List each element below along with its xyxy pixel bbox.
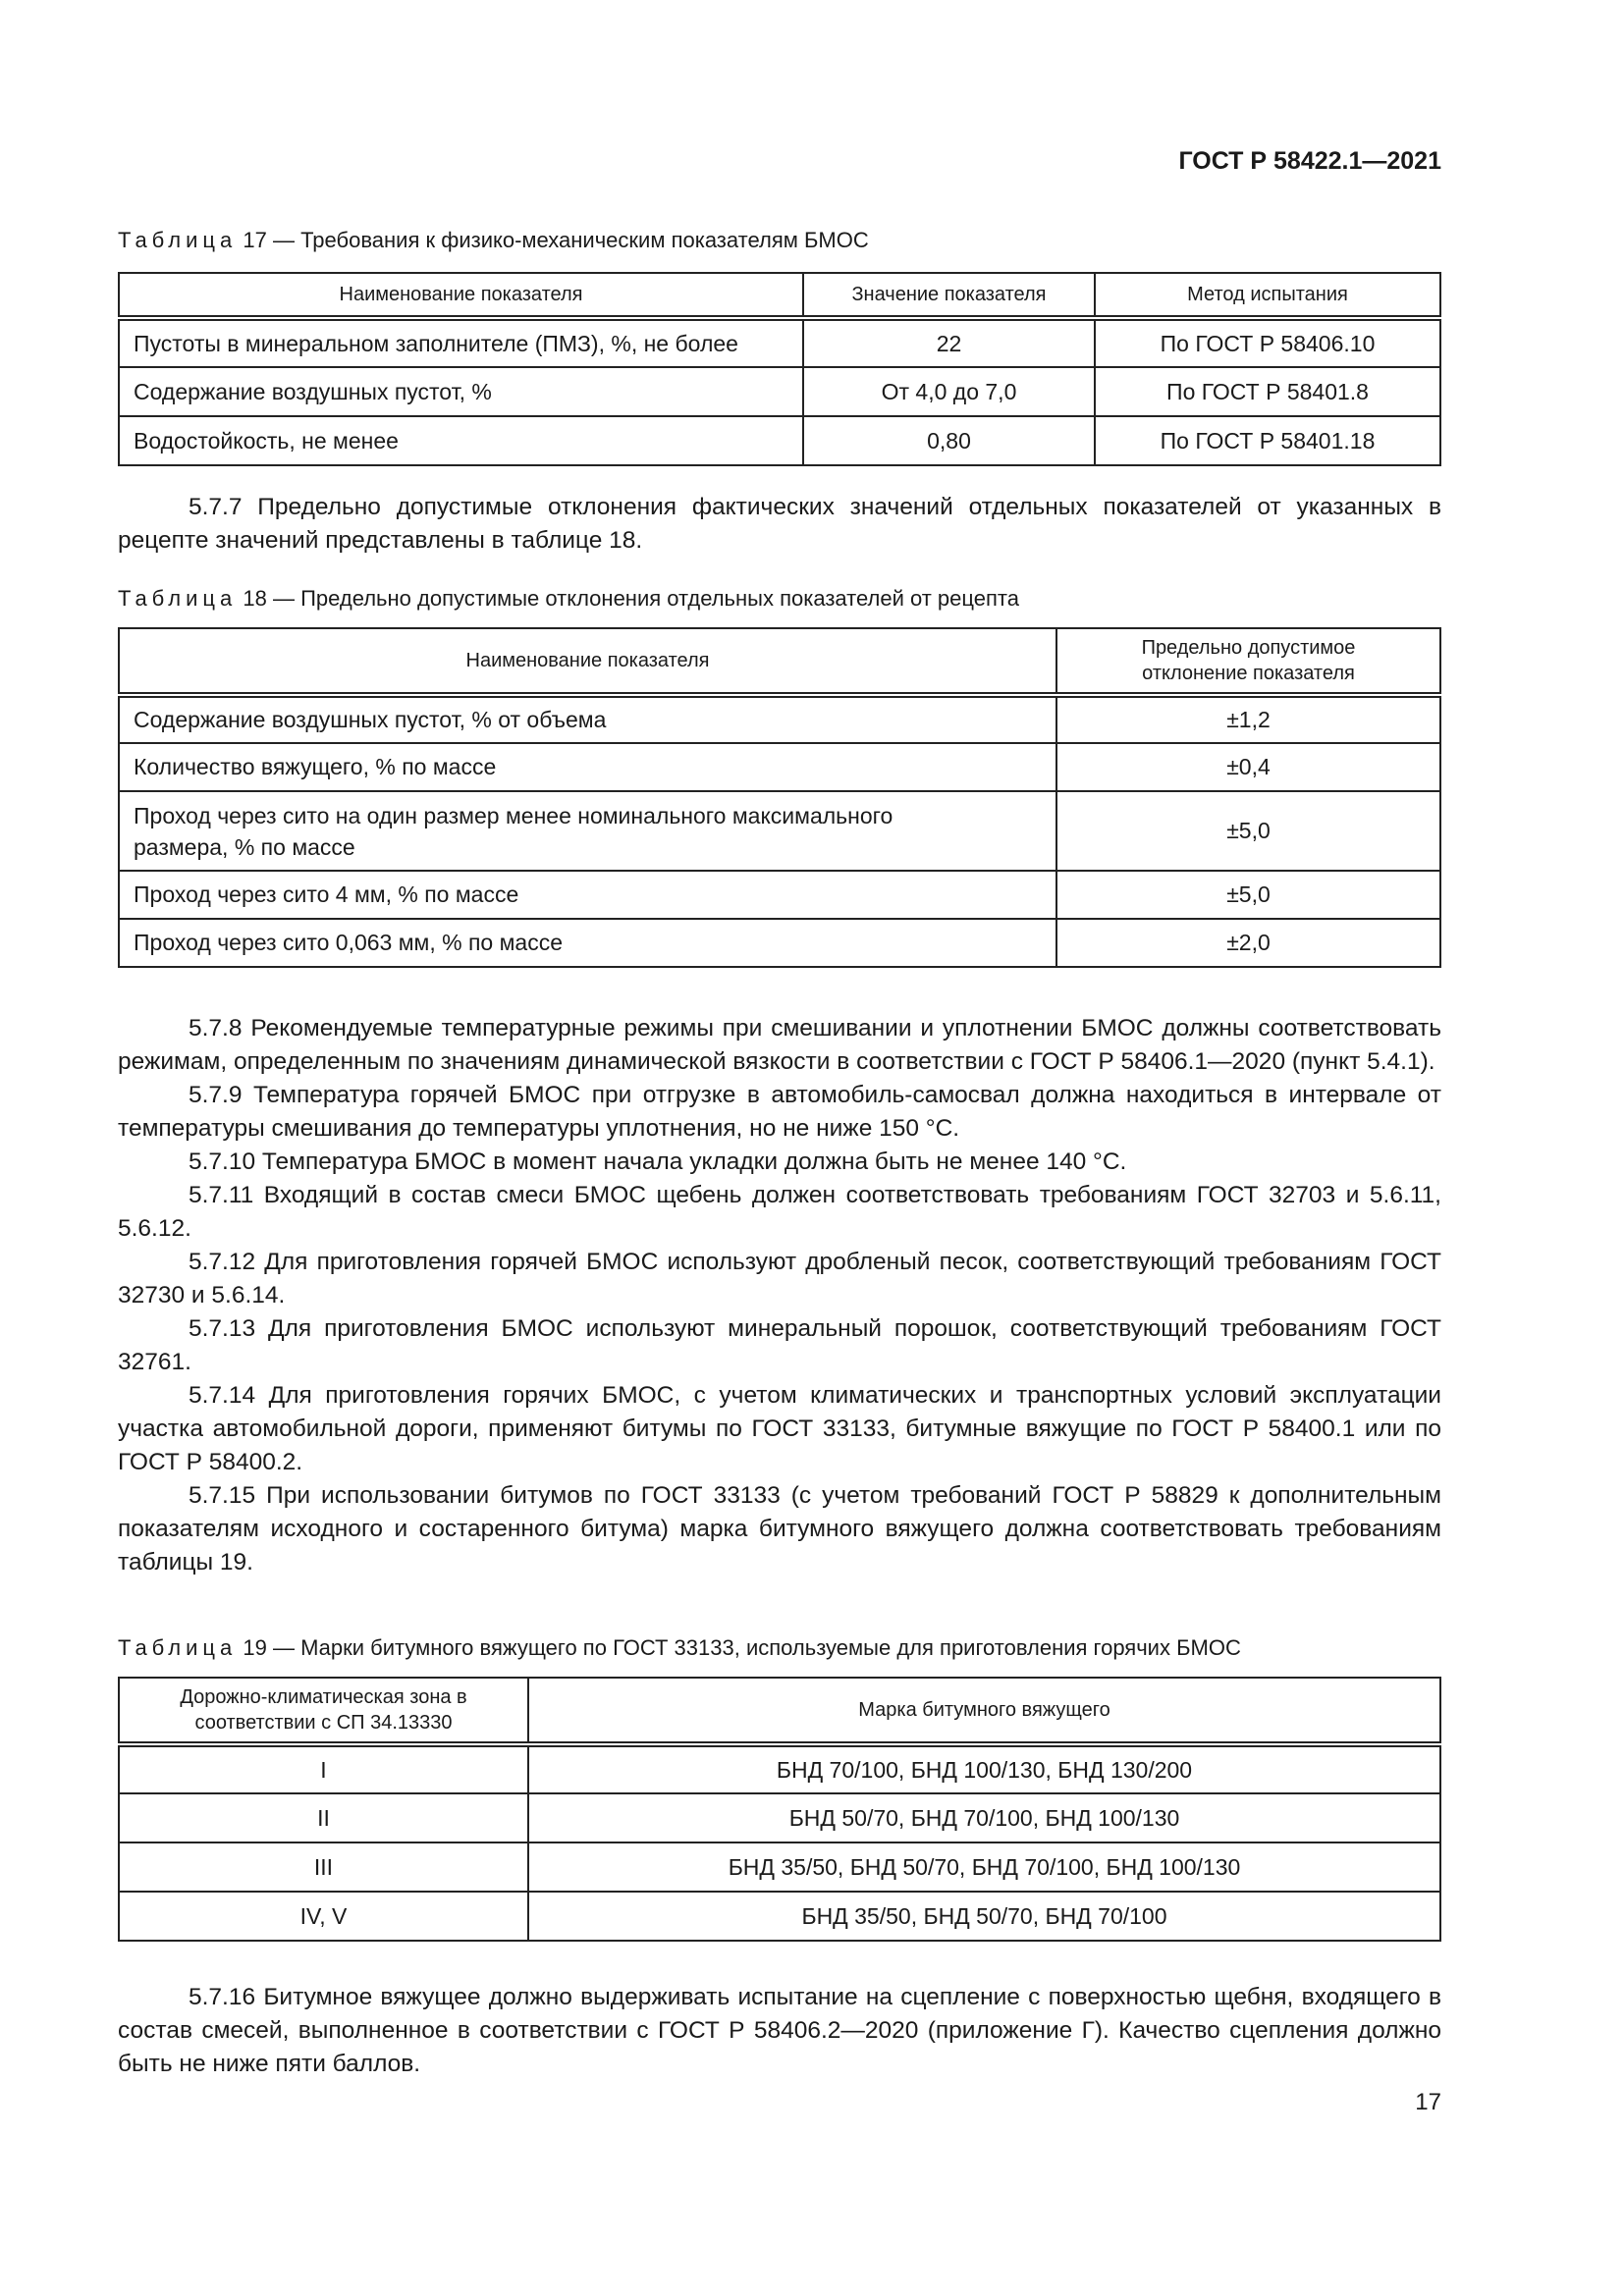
column-header: Предельно допустимое отклонение показателя [1056, 628, 1440, 695]
column-header: Дорожно-климатическая зона в соответствии с СП 34.13330 [119, 1678, 528, 1744]
cell: Проход через сито 4 мм, % по массе [119, 871, 1056, 919]
caption-prefix: Таблица [118, 228, 238, 252]
column-header: Значение показателя [803, 273, 1095, 318]
cell: ±5,0 [1056, 791, 1440, 871]
table-19 [118, 1677, 1441, 1942]
paragraph: 5.7.13 Для приготовления БМОС используют минеральный порошок, соответствующий требованиям ГОСТ 32761. [118, 1315, 1441, 1375]
table-row [119, 1744, 1440, 1793]
cell: 0,80 [803, 416, 1095, 465]
table-17-caption [118, 228, 869, 253]
paragraph-5-7-16 [118, 1981, 1441, 2081]
cell: 22 [803, 318, 1095, 367]
cell: БНД 35/50, БНД 50/70, БНД 70/100, БНД 100/130 [528, 1842, 1440, 1892]
cell: IV, V [119, 1892, 528, 1941]
cell: По ГОСТ Р 58406.10 [1095, 318, 1440, 367]
cell: II [119, 1793, 528, 1842]
paragraph-5-7-7 [118, 491, 1441, 558]
table-18-caption [118, 586, 1019, 612]
cell: По ГОСТ Р 58401.8 [1095, 367, 1440, 416]
cell: Проход через сито 0,063 мм, % по массе [119, 919, 1056, 967]
paragraph: 5.7.12 Для приготовления горячей БМОС используют дробленый песок, соответствующий требованиям ГОСТ 32730 и 5.6.14. [118, 1249, 1441, 1308]
table-row [119, 743, 1440, 791]
paragraph: 5.7.11 Входящий в состав смеси БМОС щебень должен соответствовать требованиям ГОСТ 32703 и 5.6.11, 5.6.12. [118, 1182, 1441, 1242]
paragraph: 5.7.10 Температура БМОС в момент начала укладки должна быть не менее 140 °С. [189, 1148, 1127, 1175]
table-18 [118, 627, 1441, 968]
column-header: Метод испытания [1095, 273, 1440, 318]
table-row [119, 1842, 1440, 1892]
table-row [119, 1793, 1440, 1842]
cell: III [119, 1842, 528, 1892]
cell: Пустоты в минеральном заполнителе (ПМЗ), %, не более [119, 318, 803, 367]
document-designation: ГОСТ Р 58422.1—2021 [1178, 147, 1441, 175]
cell: БНД 50/70, БНД 70/100, БНД 100/130 [528, 1793, 1440, 1842]
cell: БНД 35/50, БНД 50/70, БНД 70/100 [528, 1892, 1440, 1941]
table-row [119, 791, 1440, 871]
paragraph: 5.7.7 Предельно допустимые отклонения фактических значений отдельных показателей от указанных в рецепте значений представлены в таблице 18. [118, 494, 1441, 554]
table-row [119, 318, 1440, 367]
table-row [119, 695, 1440, 743]
table-19-caption [118, 1635, 1241, 1661]
table-row [119, 871, 1440, 919]
paragraphs-5-7-8-to-5-7-15 [118, 1012, 1441, 1579]
caption-prefix: Таблица [118, 1635, 238, 1660]
table-row [119, 416, 1440, 465]
table-row [119, 919, 1440, 967]
page-number: 17 [1415, 2089, 1441, 2115]
cell: Количество вяжущего, % по массе [119, 743, 1056, 791]
column-header: Марка битумного вяжущего [528, 1678, 1440, 1744]
cell: От 4,0 до 7,0 [803, 367, 1095, 416]
cell: По ГОСТ Р 58401.18 [1095, 416, 1440, 465]
cell: Проход через сито на один размер менее номинального максимального размера, % по массе [119, 791, 1056, 871]
paragraph: 5.7.14 Для приготовления горячих БМОС, с учетом климатических и транспортных условий эксплуатации участка автомобильной дороги, применяют битумы по ГОСТ 33133, битумные вяжущие по ГОСТ Р 58400.1 или по ГОСТ Р 58400.2. [118, 1382, 1441, 1475]
cell: Содержание воздушных пустот, % [119, 367, 803, 416]
paragraph: 5.7.15 При использовании битумов по ГОСТ 33133 (с учетом требований ГОСТ Р 58829 к дополнительным показателям исходного и состаренного битума) марка битумного вяжущего должна соответствовать требованиям таблицы 19. [118, 1482, 1441, 1575]
table-row [119, 367, 1440, 416]
cell: БНД 70/100, БНД 100/130, БНД 130/200 [528, 1744, 1440, 1793]
caption-text: 18 — Предельно допустимые отклонения отдельных показателей от рецепта [237, 586, 1019, 611]
cell: Содержание воздушных пустот, % от объема [119, 695, 1056, 743]
cell: Водостойкость, не менее [119, 416, 803, 465]
caption-text: 17 — Требования к физико-механическим показателям БМОС [237, 228, 869, 252]
table-17 [118, 272, 1441, 466]
column-header: Наименование показателя [119, 628, 1056, 695]
cell: ±2,0 [1056, 919, 1440, 967]
cell: ±5,0 [1056, 871, 1440, 919]
paragraph: 5.7.9 Температура горячей БМОС при отгрузке в автомобиль-самосвал должна находиться в интервале от температуры смешивания до температуры уплотнения, но не ниже 150 °С. [118, 1082, 1441, 1142]
cell: I [119, 1744, 528, 1793]
table-row [119, 1892, 1440, 1941]
column-header: Наименование показателя [119, 273, 803, 318]
paragraph: 5.7.16 Битумное вяжущее должно выдерживать испытание на сцепление с поверхностью щебня, входящего в состав смесей, выполненное в соответствии с ГОСТ Р 58406.2—2020 (приложение Г). Качество сцепления должно быть не ниже пяти баллов. [118, 1984, 1441, 2077]
cell: ±1,2 [1056, 695, 1440, 743]
cell: ±0,4 [1056, 743, 1440, 791]
caption-text: 19 — Марки битумного вяжущего по ГОСТ 33133, используемые для приготовления горячих БМОС [237, 1635, 1241, 1660]
paragraph: 5.7.8 Рекомендуемые температурные режимы при смешивании и уплотнении БМОС должны соответствовать режимам, определенным по значениям динамической вязкости в соответствии с ГОСТ Р 58406.1—2020 (пункт 5.4.1). [118, 1015, 1441, 1075]
caption-prefix: Таблица [118, 586, 238, 611]
